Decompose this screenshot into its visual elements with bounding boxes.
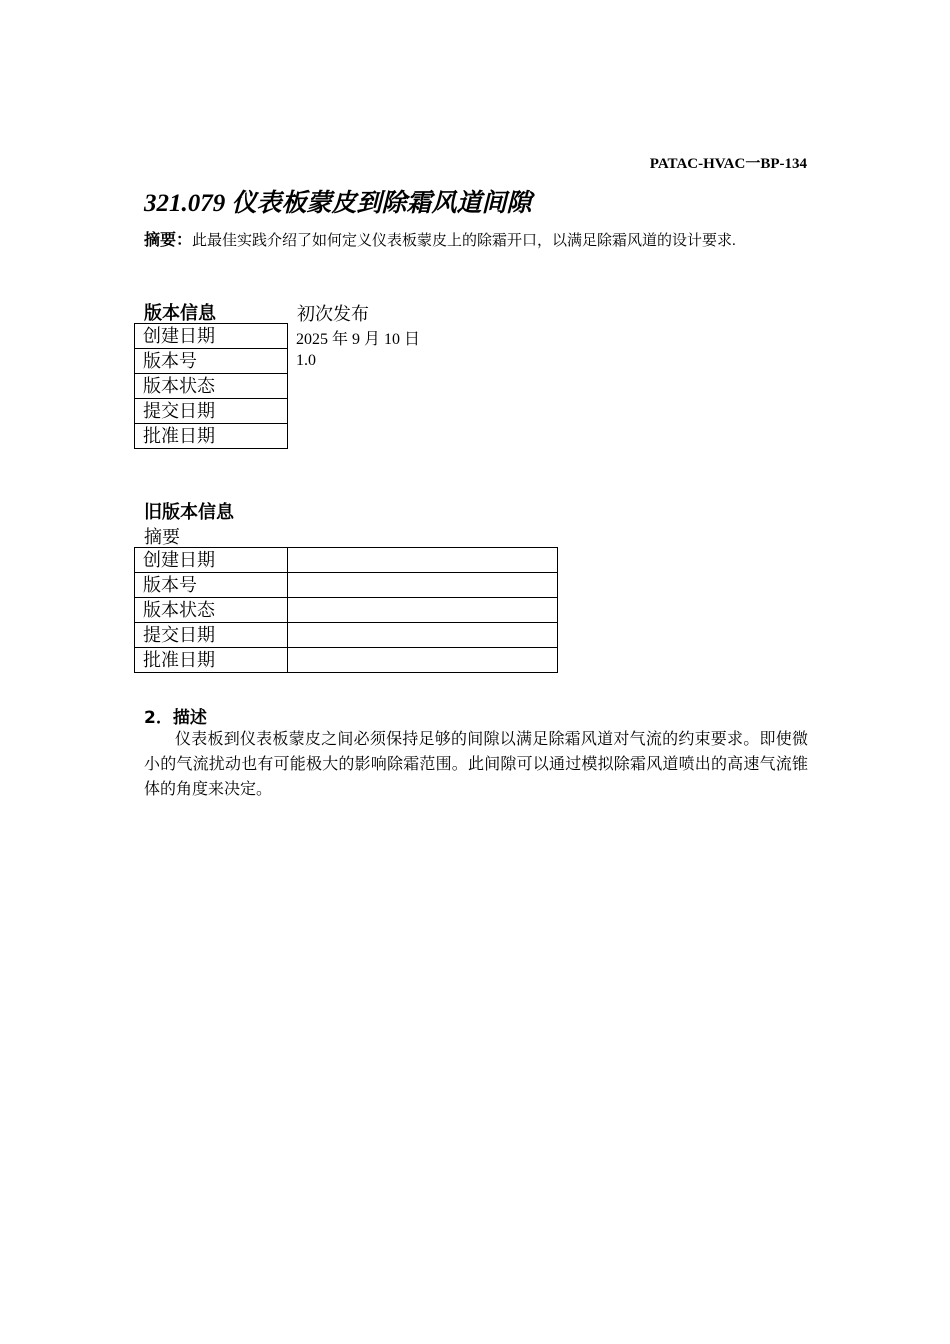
table-row	[135, 424, 288, 449]
table-row	[135, 349, 288, 374]
abstract-text: 此最佳实践介绍了如何定义仪表板蒙皮上的除霜开口，以满足除霜风道的设计要求.	[192, 233, 736, 249]
table-row	[135, 548, 558, 573]
version-info-heading: 版本信息	[144, 303, 216, 324]
document-code: PATAC-HVAC一BP-134	[649, 156, 807, 172]
table-row	[135, 324, 288, 349]
table-row	[135, 598, 558, 623]
version-number-value: 1.0	[296, 352, 316, 369]
row-label: 版本号	[135, 573, 288, 598]
row-value	[288, 573, 558, 598]
row-label: 提交日期	[135, 399, 288, 424]
row-label: 提交日期	[135, 623, 288, 648]
version-release-note: 初次发布	[297, 304, 369, 324]
table-row	[135, 399, 288, 424]
row-label: 创建日期	[135, 324, 288, 349]
created-date-value: 2025 年 9 月 10 日	[296, 331, 421, 348]
row-label: 版本状态	[135, 374, 288, 399]
document-title: 321.079 仪表板蒙皮到除霜风道间隙	[144, 190, 532, 217]
abstract-label: 摘要：	[144, 230, 193, 249]
row-label: 批准日期	[135, 648, 288, 673]
old-version-table	[134, 547, 558, 673]
version-info-table	[134, 323, 288, 449]
abstract	[144, 227, 824, 250]
row-label: 版本状态	[135, 598, 288, 623]
table-row	[135, 648, 558, 673]
row-value	[288, 648, 558, 673]
table-row	[135, 573, 558, 598]
description-heading: 2．描述	[144, 708, 207, 728]
row-label: 创建日期	[135, 548, 288, 573]
old-version-abstract-label: 摘要	[144, 527, 180, 547]
table-row	[135, 623, 558, 648]
row-label: 版本号	[135, 349, 288, 374]
row-label: 批准日期	[135, 424, 288, 449]
row-value	[288, 548, 558, 573]
description-body: 仪表板到仪表板蒙皮之间必须保持足够的间隙以满足除霜风道对气流的约束要求。即使微小的气流扰动也有可能极大的影响除霜范围。此间隙可以通过模拟除霜风道喷出的高速气流锥体的角度来决定。	[144, 731, 808, 798]
row-value	[288, 598, 558, 623]
row-value	[288, 623, 558, 648]
table-row	[135, 374, 288, 399]
old-version-heading: 旧版本信息	[144, 502, 234, 523]
